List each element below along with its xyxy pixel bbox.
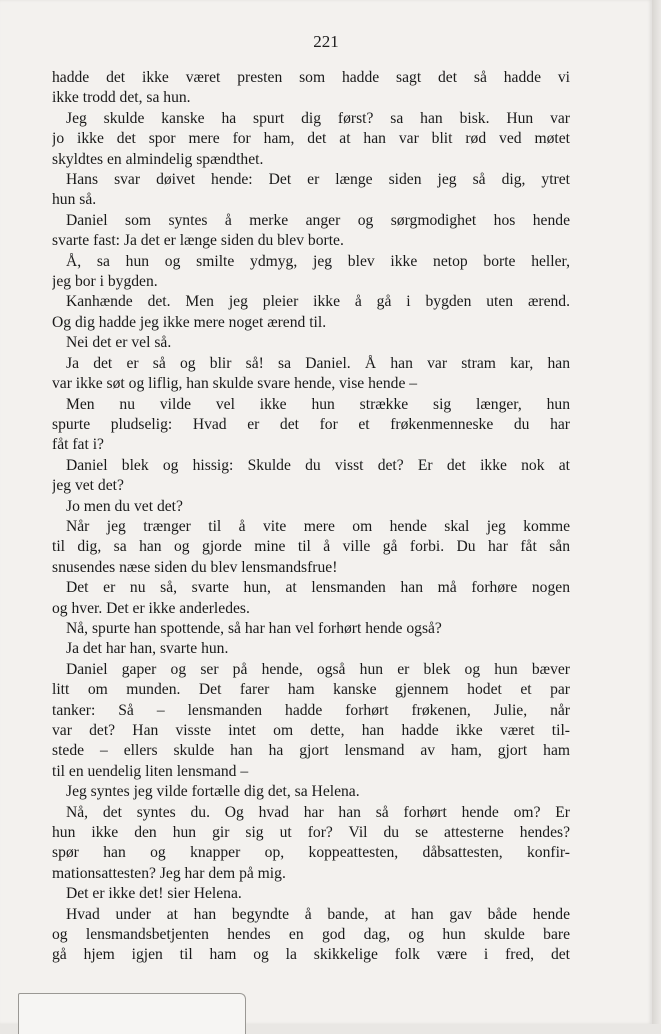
text-line: Jo men du vet det? xyxy=(66,497,183,515)
text-line: Jeg skulde kanske ha spurt dig først? sa han bisk. Hun var xyxy=(66,109,570,127)
text-line: Men nu vilde vel ikke hun strække sig længer, hun xyxy=(66,395,570,413)
body-text xyxy=(52,68,570,966)
text-line: og lensmandsbetjenten hendes en god dag, og hun skulde bare xyxy=(52,926,570,944)
text-line: skyldtes en almindelig spændthet. xyxy=(52,150,264,168)
page-edge xyxy=(652,0,661,1024)
text-line: var ikke søt og liflig, han skulde svare hende, vise hende – xyxy=(52,375,418,393)
text-line: Når jeg trænger til å vite mere om hende skal jeg komme xyxy=(66,517,570,535)
text-line: jeg bor i bygden. xyxy=(52,273,158,291)
text-line: stede – ellers skulde han ha gjort lensmand av ham, gjort ham xyxy=(52,742,570,760)
text-line: Ja det har han, svarte hun. xyxy=(66,640,229,658)
text-line: jeg vet det? xyxy=(52,477,124,495)
text-line: hadde det ikke været presten som hadde sagt det så hadde vi xyxy=(52,69,570,86)
text-line: Daniel som syntes å merke anger og sørgmodighet hos hende xyxy=(66,211,570,229)
text-line: Nei det er vel så. xyxy=(66,334,172,352)
bookmark-tab xyxy=(18,993,246,1034)
text-line: snusendes næse siden du blev lensmandsfrue! xyxy=(52,558,338,576)
text-line: til dig, sa han og gjorde mine til å ville gå forbi. Du har fåt sån xyxy=(52,538,570,556)
text-line: Å, sa hun og smilte ydmyg, jeg blev ikke netop borte heller, xyxy=(66,252,570,270)
text-line: fåt fat i? xyxy=(52,436,104,454)
text-line: Daniel gaper og ser på hende, også hun er blek og hun bæver xyxy=(66,660,570,678)
text-line: Hvad under at han begyndte å bande, at han gav både hende xyxy=(66,905,570,923)
text-line: til en uendelig liten lensmand – xyxy=(52,762,249,780)
text-line: og hver. Det er ikke anderledes. xyxy=(52,599,250,617)
text-line: mationsattesten? Jeg har dem på mig. xyxy=(52,864,286,882)
text-line: Og dig hadde jeg ikke mere noget ærend til. xyxy=(52,313,327,331)
text-line: Nå, spurte han spottende, så har han vel forhørt hende også? xyxy=(66,619,442,637)
text-line: tanker: Så – lensmanden hadde forhørt frøkenen, Julie, når xyxy=(52,701,570,719)
text-line: spør han og knapper op, koppeattesten, dåbsattesten, konfir- xyxy=(52,844,570,862)
text-line: litt om munden. Det farer ham kanske gjennem hodet et par xyxy=(52,681,570,699)
text-line: spurte pludselig: Hvad er det for et frøkenmenneske du har xyxy=(52,415,570,433)
text-line: gå hjem igjen til ham og la skikkelige folk være i fred, det xyxy=(52,946,570,964)
text-line: var det? Han visste intet om dette, han hadde ikke været til- xyxy=(52,722,570,739)
text-line: Kanhænde det. Men jeg pleier ikke å gå i bygden uten ærend. xyxy=(66,293,570,311)
text-line: Ja det er så og blir så! sa Daniel. Å han var stram kar, han xyxy=(66,354,570,372)
text-line: Daniel blek og hissig: Skulde du visst det? Er det ikke nok at xyxy=(66,456,570,474)
text-line: Hans svar døivet hende: Det er længe siden jeg så dig, ytret xyxy=(66,171,570,189)
text-line: hun ikke den hun gir sig ut for? Vil du se attesterne hendes? xyxy=(52,824,570,842)
text-line: Det er ikke det! sier Helena. xyxy=(66,885,242,903)
text-line: jo ikke det spor mere for ham, det at han var blit rød ved møtet xyxy=(52,130,570,148)
text-line: Nå, det syntes du. Og hvad har han så forhørt hende om? Er xyxy=(66,803,570,821)
text-line: hun så. xyxy=(52,191,97,209)
text-line: svarte fast: Ja det er længe siden du blev borte. xyxy=(52,232,344,250)
text-line: Det er nu så, svarte hun, at lensmanden han må forhøre nogen xyxy=(66,579,570,597)
text-line: ikke trodd det, sa hun. xyxy=(52,89,191,107)
page-number: 221 xyxy=(313,32,339,51)
text-line: Jeg syntes jeg vilde fortælle dig det, sa Helena. xyxy=(66,783,360,801)
